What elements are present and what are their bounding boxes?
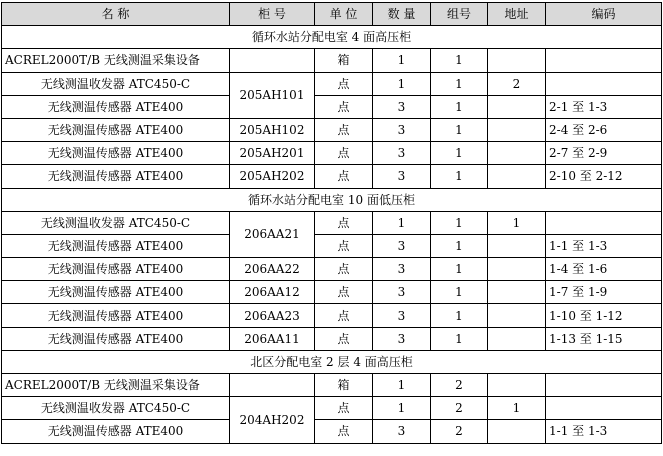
section-title: 循环水站分配电室 10 面低压柜	[2, 188, 662, 211]
table-row	[2, 304, 662, 327]
unit: 点	[315, 165, 373, 188]
address	[488, 165, 546, 188]
header-cabinet: 柜 号	[230, 3, 315, 26]
code	[546, 397, 662, 420]
section-title: 循环水站分配电室 4 面高压柜	[2, 26, 662, 49]
item-name: 无线测温传感器 ATE400	[2, 258, 230, 281]
address	[488, 374, 546, 397]
section-title-row	[2, 26, 662, 49]
header-quantity: 数 量	[373, 3, 431, 26]
address	[488, 304, 546, 327]
quantity: 1	[373, 397, 431, 420]
item-name: 无线测温传感器 ATE400	[2, 420, 230, 443]
unit: 箱	[315, 374, 373, 397]
item-name: ACREL2000T/B 无线测温采集设备	[2, 49, 230, 72]
cabinet-no: 206AA21	[230, 211, 315, 257]
code	[546, 49, 662, 72]
unit: 点	[315, 304, 373, 327]
table-row	[2, 234, 662, 257]
group-no: 1	[431, 95, 488, 118]
group-no: 2	[431, 374, 488, 397]
quantity: 3	[373, 118, 431, 141]
cabinet-no: 206AA22	[230, 258, 315, 281]
item-name: 无线测温传感器 ATE400	[2, 281, 230, 304]
table-row	[2, 142, 662, 165]
table-row	[2, 327, 662, 350]
quantity: 1	[373, 211, 431, 234]
cabinet-no	[230, 374, 315, 397]
code: 1-13 至 1-15	[546, 327, 662, 350]
quantity: 3	[373, 327, 431, 350]
cabinet-no	[230, 49, 315, 72]
quantity: 3	[373, 95, 431, 118]
group-no: 1	[431, 258, 488, 281]
table-row	[2, 397, 662, 420]
cabinet-no: 205AH202	[230, 165, 315, 188]
cabinet-no: 205AH201	[230, 142, 315, 165]
group-no: 2	[431, 420, 488, 443]
unit: 点	[315, 234, 373, 257]
address	[488, 281, 546, 304]
item-name: ACREL2000T/B 无线测温采集设备	[2, 374, 230, 397]
header-address: 地址	[488, 3, 546, 26]
table-row	[2, 420, 662, 443]
item-name: 无线测温传感器 ATE400	[2, 165, 230, 188]
code	[546, 72, 662, 95]
table-row	[2, 374, 662, 397]
quantity: 3	[373, 420, 431, 443]
code: 1-4 至 1-6	[546, 258, 662, 281]
section-title-row	[2, 350, 662, 373]
table-row	[2, 95, 662, 118]
quantity: 3	[373, 304, 431, 327]
header-name: 名 称	[2, 3, 230, 26]
group-no: 2	[431, 397, 488, 420]
address	[488, 142, 546, 165]
section-title: 北区分配电室 2 层 4 面高压柜	[2, 350, 662, 373]
item-name: 无线测温传感器 ATE400	[2, 234, 230, 257]
code	[546, 211, 662, 234]
unit: 点	[315, 281, 373, 304]
code: 2-10 至 2-12	[546, 165, 662, 188]
unit: 点	[315, 327, 373, 350]
item-name: 无线测温收发器 ATC450-C	[2, 397, 230, 420]
code: 1-7 至 1-9	[546, 281, 662, 304]
table-row	[2, 49, 662, 72]
unit: 点	[315, 420, 373, 443]
group-no: 1	[431, 49, 488, 72]
cabinet-no: 205AH102	[230, 118, 315, 141]
cabinet-no: 204AH202	[230, 397, 315, 443]
cabinet-no: 205AH101	[230, 72, 315, 118]
item-name: 无线测温传感器 ATE400	[2, 304, 230, 327]
quantity: 3	[373, 165, 431, 188]
cabinet-no: 206AA11	[230, 327, 315, 350]
item-name: 无线测温收发器 ATC450-C	[2, 72, 230, 95]
code: 2-4 至 2-6	[546, 118, 662, 141]
cabinet-no: 206AA23	[230, 304, 315, 327]
address	[488, 118, 546, 141]
item-name: 无线测温传感器 ATE400	[2, 95, 230, 118]
table-row	[2, 118, 662, 141]
quantity: 1	[373, 49, 431, 72]
quantity: 3	[373, 142, 431, 165]
code: 2-1 至 1-3	[546, 95, 662, 118]
header-unit: 单 位	[315, 3, 373, 26]
table-row	[2, 165, 662, 188]
unit: 箱	[315, 49, 373, 72]
equipment-table	[1, 2, 662, 444]
address: 2	[488, 72, 546, 95]
header-code: 编码	[546, 3, 662, 26]
unit: 点	[315, 118, 373, 141]
item-name: 无线测温传感器 ATE400	[2, 118, 230, 141]
group-no: 1	[431, 281, 488, 304]
address	[488, 420, 546, 443]
address	[488, 327, 546, 350]
header-group: 组号	[431, 3, 488, 26]
quantity: 1	[373, 72, 431, 95]
unit: 点	[315, 142, 373, 165]
unit: 点	[315, 72, 373, 95]
table-row	[2, 258, 662, 281]
address	[488, 95, 546, 118]
unit: 点	[315, 95, 373, 118]
group-no: 1	[431, 165, 488, 188]
group-no: 1	[431, 234, 488, 257]
item-name: 无线测温传感器 ATE400	[2, 327, 230, 350]
unit: 点	[315, 258, 373, 281]
code: 2-7 至 2-9	[546, 142, 662, 165]
address: 1	[488, 397, 546, 420]
address	[488, 258, 546, 281]
group-no: 1	[431, 142, 488, 165]
address	[488, 49, 546, 72]
item-name: 无线测温收发器 ATC450-C	[2, 211, 230, 234]
cabinet-no: 206AA12	[230, 281, 315, 304]
item-name: 无线测温传感器 ATE400	[2, 142, 230, 165]
code: 1-10 至 1-12	[546, 304, 662, 327]
code: 1-1 至 1-3	[546, 420, 662, 443]
group-no: 1	[431, 327, 488, 350]
group-no: 1	[431, 118, 488, 141]
address	[488, 234, 546, 257]
table-row	[2, 211, 662, 234]
quantity: 1	[373, 374, 431, 397]
code	[546, 374, 662, 397]
section-title-row	[2, 188, 662, 211]
group-no: 1	[431, 304, 488, 327]
group-no: 1	[431, 211, 488, 234]
unit: 点	[315, 211, 373, 234]
quantity: 3	[373, 234, 431, 257]
table-row	[2, 281, 662, 304]
header-row	[2, 3, 662, 26]
table-row	[2, 72, 662, 95]
code: 1-1 至 1-3	[546, 234, 662, 257]
unit: 点	[315, 397, 373, 420]
quantity: 3	[373, 281, 431, 304]
quantity: 3	[373, 258, 431, 281]
group-no: 1	[431, 72, 488, 95]
address: 1	[488, 211, 546, 234]
